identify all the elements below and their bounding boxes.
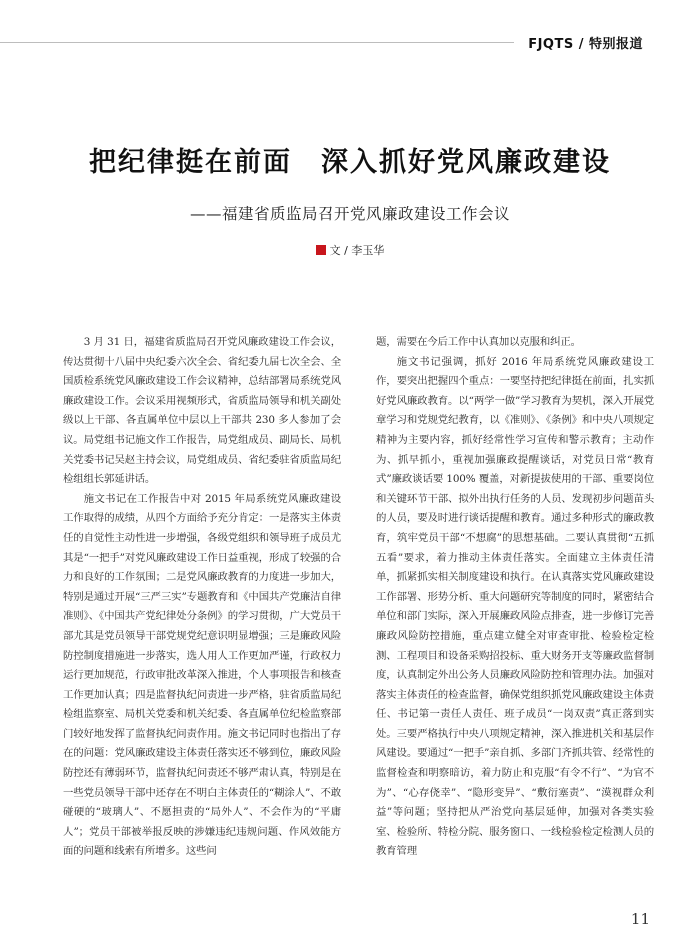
left-column [63,333,341,862]
right-column [376,333,654,862]
article-subtitle: ——福建省质监局召开党风廉政建设工作会议 [189,205,510,223]
header-rule [0,42,514,43]
section-header: FJQTS / 特别报道 [528,37,643,52]
article-title: 把纪律挺在前面 深入抓好党风廉政建设 [89,147,611,178]
paragraph: 施文书记强调，抓好 2016 年局系统党风廉政建设工作，要突出把握四个重点：一要坚持把纪律挺在前面，扎实抓好党风廉政教育。以“两学一做”学习教育为契机，深入开展党章学习和党规党纪教育，以《准则》、《条例》和中央八项规定精神为主要内容，抓好经常性学习宣传和警示教育；主动作为、抓早抓小，重视加强廉政提醒谈话，对党员日常“教育式”廉政谈话要 100% 覆盖，对新提拔使用的干部、重要岗位和关键环节干部、拟外出执行任务的人员、发现初步问题苗头的人员，要及时进行谈话提醒和教育。通过多种形式的廉政教育，筑牢党员干部“不想腐”的思想基础。二要认真贯彻“五抓五看”要求，着力推动主体责任落实。全面建立主体责任清单，抓紧抓实相关制度建设和执行。在认真落实党风廉政建设工作部署、形势分析、重大问题研究等制度的同时，紧密结合单位和部门实际，深入开展廉政风险点排查，进一步修订完善廉政风险防控措施，重点建立健全对审查审批、检验检定检测、工程项目和设备采购招投标、重大财务开支等廉政监督制度，认真制定外出公务人员廉政风险防控和管理办法。加强对落实主体责任的检查监督，确保党组织抓党风廉政建设主体责任、书记第一责任人责任、班子成员“一岗双责”真正落到实处。三要严格执行中央八项规定精神，深入推进机关和基层作风建设。要通过“一把手”亲自抓、多部门齐抓共管、经常性的监督检查和明察暗访，着力防止和克服“有令不行”、“为官不为”、“心存侥幸”、“隐形变异”、“敷衍塞责”、“漠视群众利益”等问题；坚持把从严治党向基层延伸，加强对各类实验室、检验所、特检分院、服务窗口、一线检验检定检测人员的教育管理 [376,355,654,858]
byline-author: 文 / 李玉华 [329,244,385,257]
page-number: 11 [630,910,650,928]
red-square-icon [316,245,326,255]
paragraph: 施文书记在工作报告中对 2015 年局系统党风廉政建设工作取得的成绩，从四个方面给予充分肯定：一是落实主体责任的自觉性主动性进一步增强，各级党组织和领导班子成员尤其是“一把手”对党风廉政建设工作日益重视，形成了较强的合力和良好的工作氛围；二是党风廉政教育的力度进一步加大，特别是通过开展“三严三实”专题教育和《中国共产党廉洁自律准则》、《中国共产党纪律处分条例》的学习贯彻，广大党员干部尤其是党员领导干部党规党纪意识明显增强；三是廉政风险防控制度措施进一步落实，选人用人工作更加严谨，行政权力运行更加规范，行政审批改革深入推进，个人事项报告和核查工作更加认真；四是监督执纪问责进一步严格，驻省质监局纪检组监察室、局机关党委和机关纪委、各直属单位纪检监察部门较好地发挥了监督执纪问责作用。施文书记同时也指出了存在的问题：党风廉政建设主体责任落实还不够到位，廉政风险防控还有薄弱环节，监督执纪问责还不够严肃认真，特别是在一些党员领导干部中还存在不明白主体责任的“糊涂人”、不敢碰硬的“玻璃人”、不愿担责的“局外人”、不会作为的“平庸人”；党员干部被举报反映的涉嫌违纪违规问题、作风效能方面的问题和线索有所增多。这些问 [63,492,341,858]
paragraph: 3 月 31 日，福建省质监局召开党风廉政建设工作会议，传达贯彻十八届中央纪委六次全会、省纪委九届七次全会、全国质检系统党风廉政建设工作会议精神，总结部署局系统党风廉政建设工作。会议采用视频形式，省质监局领导和机关副处级以上干部、各直属单位中层以上干部共 230 多人参加了会议。局党组书记施文作工作报告，局党组成员、副局长、局机关党委书记吴赵主持会议，局党组成员、省纪委驻省质监局纪检组组长郭延讲话。 [63,336,341,486]
byline [0,242,700,258]
paragraph: 题，需要在今后工作中认真加以克服和纠正。 [376,336,581,348]
